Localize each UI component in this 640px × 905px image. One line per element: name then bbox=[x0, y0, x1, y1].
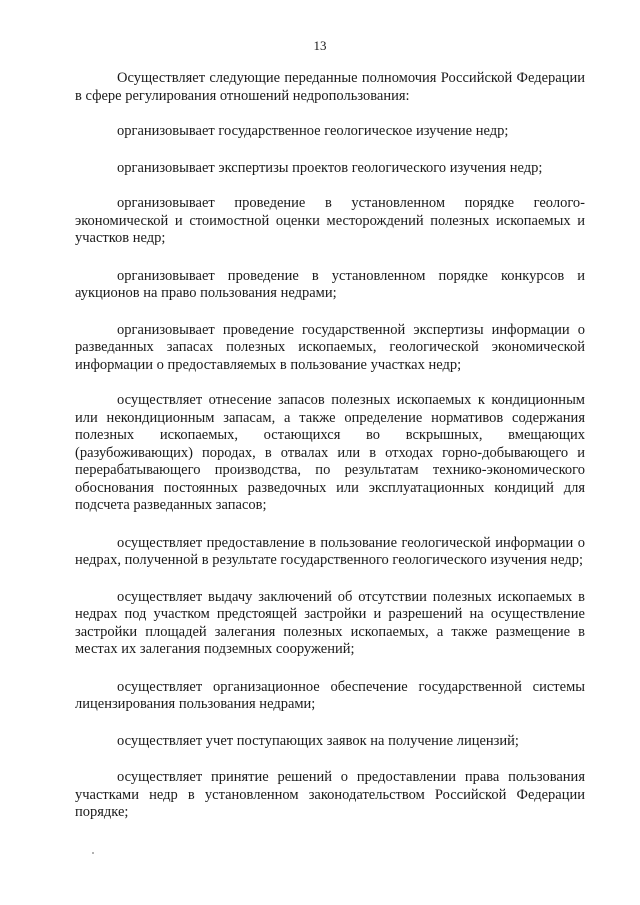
paragraph-item: организовывает проведение в установленном порядке геолого-экономической и стоимостной оценки месторождений полезных ископаемых и участков недр; bbox=[75, 195, 585, 246]
paragraph-item: осуществляет учет поступающих заявок на получение лицензий; bbox=[117, 732, 519, 749]
paragraph-item: организовывает проведение государственной экспертизы информации о разведанных запасах полезных ископаемых, геологической экономической информации о предоставляемых в пользование участках недр; bbox=[75, 321, 585, 373]
paragraph-item: организовывает государственное геологическое изучение недр; bbox=[117, 123, 509, 139]
paragraph-item: организовывает экспертизы проектов геологического изучения недр; bbox=[117, 159, 543, 176]
paragraph-item: организовывает проведение в установленном порядке конкурсов и аукционов на право пользования недрами; bbox=[75, 267, 585, 301]
paragraph-item: осуществляет предоставление в пользование геологической информации о недрах, полученной в результате государственного геологического изучения недр; bbox=[75, 534, 585, 568]
paragraph-item: осуществляет принятие решений о предоставлении права пользования участками недр в установленном законодательством Российской Федерации порядке; bbox=[75, 769, 585, 820]
paragraph-item: осуществляет отнесение запасов полезных ископаемых к кондиционным или некондиционным запасам, а также определение нормативов содержания полезных ископаемых, остающихся во вскрышных, вмещающих (разубоживающих) породах, в отвалах или в отходах горно-добывающего и перерабатывающего производства, по результатам технико-экономического обоснования постоянных разведочных или эксплуатационных кондиций для подсчета разведанных запасов; bbox=[75, 392, 585, 513]
paragraph-item: осуществляет организационное обеспечение государственной системы лицензирования пользования недрами; bbox=[75, 678, 585, 712]
paragraph-intro: Осуществляет следующие переданные полномочия Российской Федерации в сфере регулирования отношений недропользования: bbox=[75, 70, 585, 104]
scan-speck bbox=[92, 852, 94, 854]
paragraph-item: осуществляет выдачу заключений об отсутствии полезных ископаемых в недрах под участком предстоящей застройки и разрешений на осуществление застройки площадей залегания полезных ископаемых, а также размещение в местах их залегания подземных сооружений; bbox=[75, 588, 585, 657]
page-number: 13 bbox=[313, 38, 327, 53]
document-body bbox=[75, 70, 585, 822]
